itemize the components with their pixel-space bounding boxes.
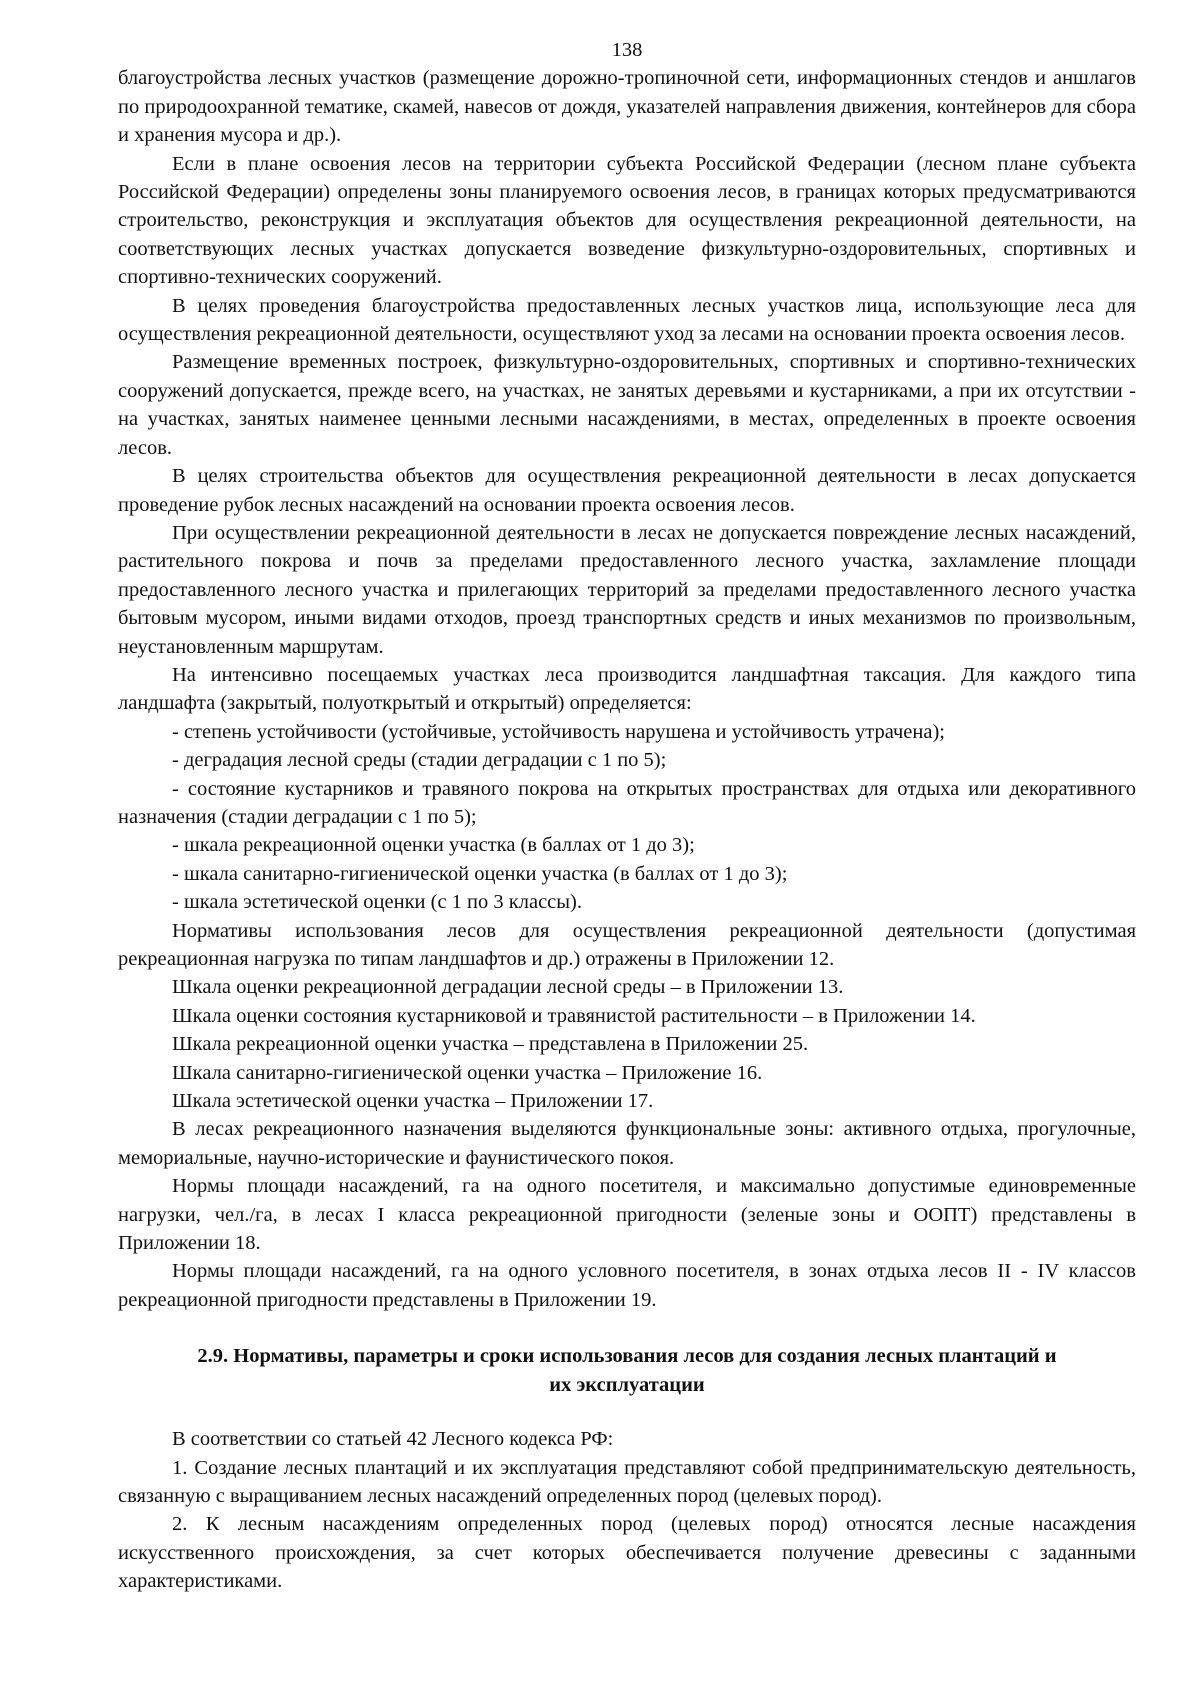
paragraph: В целях строительства объектов для осуществления рекреационной деятельности в лесах допускается проведение рубок лесных насаждений на основании проекта освоения лесов. — [118, 465, 1136, 516]
list-item: - деградация лесной среды (стадии деградации с 1 по 5); — [172, 749, 667, 772]
paragraph: В целях проведения благоустройства предоставленных лесных участков лица, использующие леса для осуществления рекреационной деятельности, осуществляют уход за лесами на основании проекта освоения лесов. — [118, 294, 1136, 346]
list-item: - шкала эстетической оценки (с 1 по 3 классы). — [172, 891, 582, 914]
paragraph: Шкала оценки состояния кустарниковой и травянистой растительности – в Приложении 14. — [172, 1004, 976, 1027]
paragraph: Если в плане освоения лесов на территории субъекта Российской Федерации (лесном плане субъекта Российской Федерации) определены зоны планируемого освоения лесов, в границах которых предусматриваются строительство, реконструкция и эксплуатация объектов для осуществления рекреационной деятельности, на соответствующих лесных участках допускается возведение физкультурно-оздоровительных, спортивных и спортивно-технических сооружений. — [118, 152, 1136, 289]
page-number: 138 — [611, 39, 643, 61]
list-item: - состояние кустарников и травяного покрова на открытых пространствах для отдыха или декоративного назначения (стадии деградации с 1 по 5); — [118, 777, 1136, 828]
section-heading-line: 2.9. Нормативы, параметры и сроки использования лесов для создания лесных плантаций и — [197, 1345, 1057, 1368]
paragraph: Размещение временных построек, физкультурно-оздоровительных, спортивных и спортивно-технических сооружений допускается, прежде всего, на участках, не занятых деревьями и кустарниками, а при их отсутствии - на участках, занятых наименее ценными лесными насаждениями, в местах, определенных в проекте освоения лесов. — [118, 351, 1136, 459]
list-item: - шкала санитарно-гигиенической оценки участка (в баллах от 1 до 3); — [172, 862, 788, 885]
paragraph-continuation: благоустройства лесных участков (размещение дорожно-тропиночной сети, информационных стендов и аншлагов по природоохранной тематике, скамей, навесов от дождя, указателей направления движения, контейнеров для сбора и хранения мусора и др.). — [118, 67, 1136, 147]
section-heading-line: их эксплуатации — [549, 1373, 705, 1396]
paragraph: В соответствии со статьей 42 Лесного кодекса РФ: — [172, 1428, 614, 1451]
paragraph: 1. Создание лесных плантаций и их эксплуатация представляют собой предпринимательскую деятельность, связанную с выращиванием лесных насаждений определенных пород (целевых пород). — [118, 1456, 1136, 1507]
paragraph: На интенсивно посещаемых участках леса производится ландшафтная таксация. Для каждого типа ландшафта (закрытый, полуоткрытый и открытый) определяется: — [118, 663, 1136, 715]
paragraph: 2. К лесным насаждениям определенных пород (целевых пород) относятся лесные насаждения искусственного происхождения, за счет которых обеспечивается получение древесины с заданными характеристиками. — [118, 1513, 1136, 1593]
list-item: - степень устойчивости (устойчивые, устойчивость нарушена и устойчивость утрачена); — [172, 720, 945, 743]
paragraph: В лесах рекреационного назначения выделяются функциональные зоны: активного отдыха, прогулочные, мемориальные, научно-исторические и фаунистического покоя. — [118, 1118, 1136, 1169]
section-heading — [118, 1342, 1136, 1399]
paragraph: Шкала эстетической оценки участка – Приложении 17. — [172, 1090, 654, 1113]
list-item: - шкала рекреационной оценки участка (в баллах от 1 до 3); — [172, 834, 695, 857]
paragraph: Шкала рекреационной оценки участка – представлена в Приложении 25. — [172, 1033, 809, 1056]
paragraph: При осуществлении рекреационной деятельности в лесах не допускается повреждение лесных насаждений, растительного покрова и почв за пределами предоставленного лесного участка, захламление площади предоставленного лесного участка и прилегающих территорий за пределами предоставленного лесного участка бытовым мусором, иными видами отходов, проезд транспортных средств и иных механизмов по произвольным, неустановленным маршрутам. — [118, 521, 1136, 658]
paragraph: Нормативы использования лесов для осуществления рекреационной деятельности (допустимая рекреационная нагрузка по типам ландшафтов и др.) отражены в Приложении 12. — [118, 919, 1136, 970]
paragraph: Шкала санитарно-гигиенической оценки участка – Приложение 16. — [172, 1061, 763, 1084]
paragraph: Нормы площади насаждений, га на одного посетителя, и максимально допустимые единовременные нагрузки, чел./га, в лесах I класса рекреационной пригодности (зеленые зоны и ООПТ) представлены в Приложении 18. — [118, 1175, 1136, 1255]
paragraph: Шкала оценки рекреационной деградации лесной среды – в Приложении 13. — [172, 976, 844, 999]
paragraph: Нормы площади насаждений, га на одного условного посетителя, в зонах отдыха лесов II - IV классов рекреационной пригодности представлены в Приложении 19. — [118, 1260, 1136, 1311]
